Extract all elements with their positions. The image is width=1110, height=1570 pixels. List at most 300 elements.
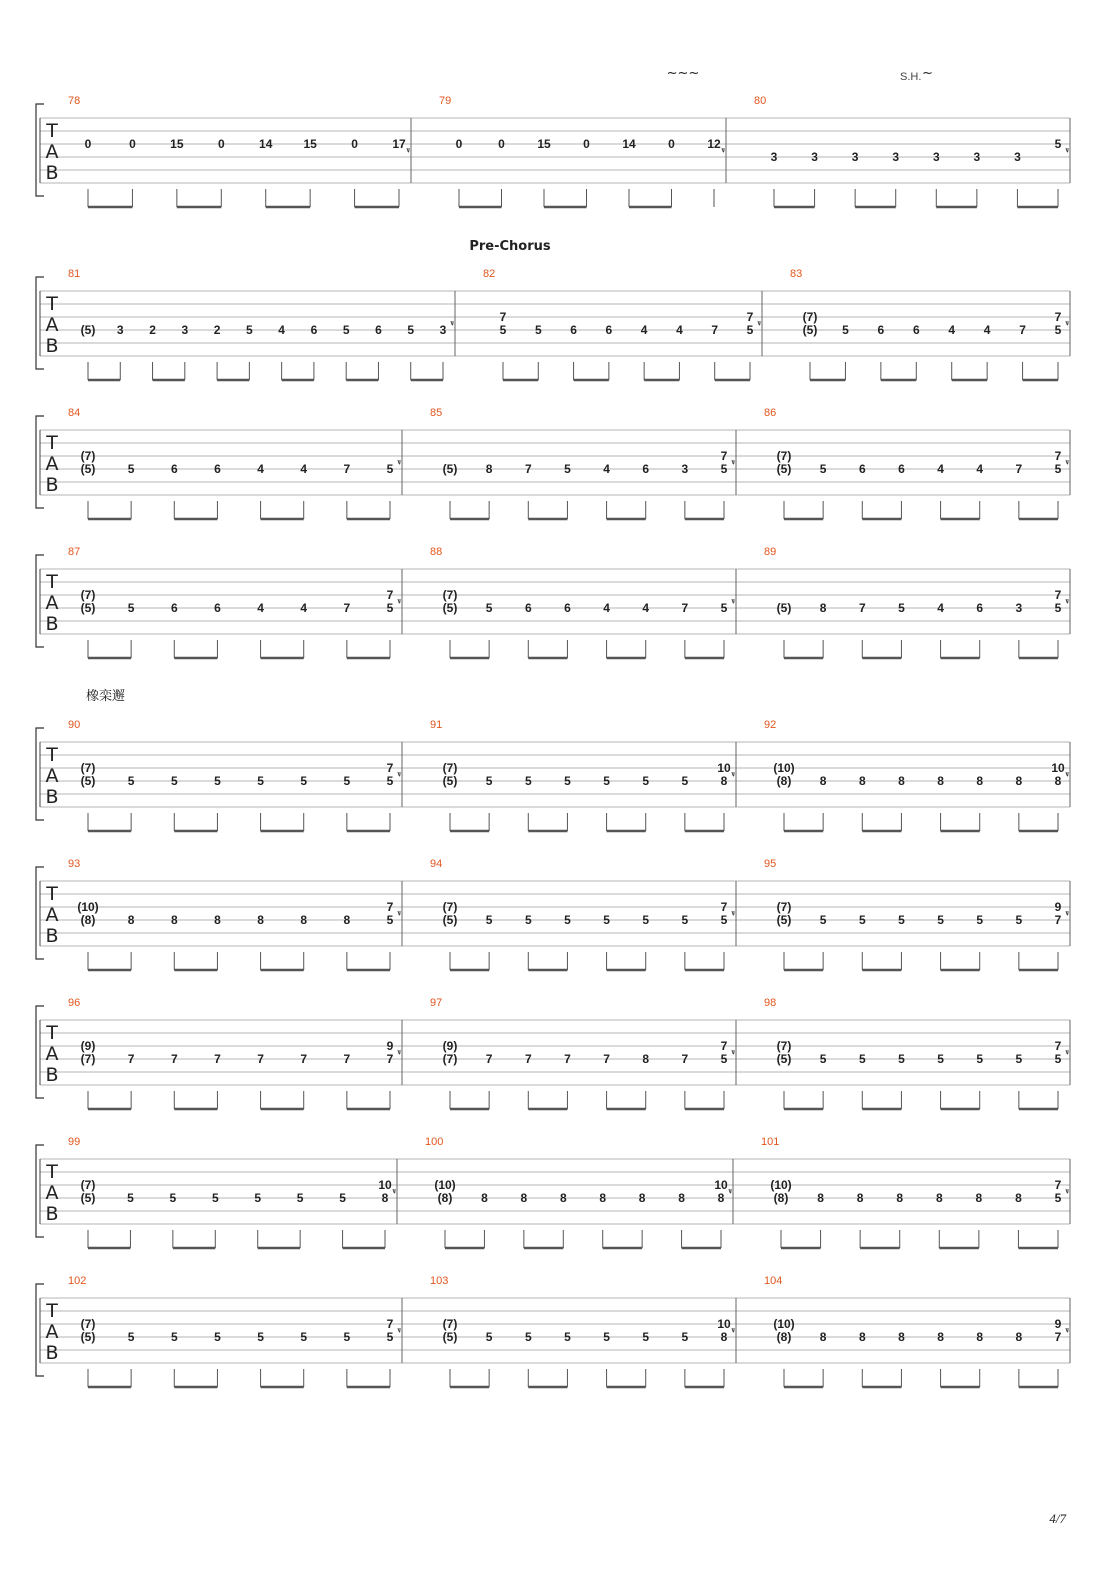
fret-number: 7 — [386, 900, 394, 914]
fret-number: (5) — [80, 323, 96, 337]
fret-number: (5) — [80, 774, 96, 788]
measure-number: 98 — [764, 997, 777, 1009]
tab-clef-letter: B — [45, 1203, 59, 1225]
fret-number: 8 — [1015, 774, 1023, 788]
fret-number: 7 — [127, 1052, 135, 1066]
tab-clef-letter: A — [45, 1182, 59, 1204]
fret-number: (5) — [80, 1330, 96, 1344]
fret-number: 3 — [851, 150, 859, 164]
fret-number: 8 — [858, 1330, 866, 1344]
fret-number: 5 — [564, 913, 571, 927]
fret-number: (7) — [442, 1052, 458, 1066]
page-number: 4/7 — [1049, 1511, 1066, 1526]
fret-number: 7 — [485, 1052, 493, 1066]
fret-number: 5 — [485, 601, 493, 615]
fret-number: (7) — [80, 449, 96, 463]
fret-number: 5 — [720, 601, 728, 615]
fret-number: (7) — [776, 1039, 792, 1053]
tab-clef-letter: B — [45, 613, 59, 635]
tie-arc — [732, 1050, 734, 1054]
fret-number: (9) — [442, 1039, 458, 1053]
measure-number: 90 — [68, 719, 81, 731]
tie-arc — [398, 1328, 400, 1332]
fret-number: 8 — [717, 1191, 725, 1205]
fret-number: (7) — [442, 1317, 458, 1331]
fret-number: (5) — [442, 913, 458, 927]
fret-number: 5 — [386, 601, 394, 615]
fret-number: 5 — [681, 913, 689, 927]
fret-number: 7 — [1019, 323, 1026, 337]
tab-clef-letter: A — [45, 1321, 59, 1343]
fret-number: 8 — [937, 1330, 944, 1344]
fret-number: 0 — [455, 137, 463, 151]
fret-number: 8 — [935, 1191, 943, 1205]
tie-arc — [732, 772, 734, 776]
fret-number: 5 — [386, 913, 394, 927]
tie-arc — [729, 1189, 731, 1193]
fret-number: 8 — [720, 1330, 728, 1344]
fret-number: 5 — [257, 1330, 264, 1344]
fret-number: 6 — [564, 601, 571, 615]
fret-number: (7) — [80, 1317, 96, 1331]
fret-number: 8 — [599, 1191, 607, 1205]
fret-number: 5 — [300, 1330, 308, 1344]
fret-number: 0 — [84, 137, 92, 151]
fret-number: 5 — [127, 1330, 135, 1344]
tab-clef-letter: T — [46, 744, 58, 766]
fret-number: 5 — [169, 1191, 177, 1205]
fret-number: (5) — [802, 323, 818, 337]
fret-number: 5 — [681, 774, 689, 788]
tab-system — [36, 268, 1070, 380]
fret-number: (8) — [773, 1191, 789, 1205]
tie-arc — [1066, 599, 1068, 603]
fret-number: (10) — [773, 1317, 795, 1331]
fret-number: 5 — [257, 774, 264, 788]
fret-number: 8 — [819, 1330, 827, 1344]
fret-number: 5 — [898, 601, 905, 615]
measure-number: 78 — [68, 95, 81, 107]
fret-number: 5 — [499, 323, 507, 337]
tie-arc — [407, 148, 409, 152]
fret-number: 7 — [603, 1052, 610, 1066]
fret-number: (7) — [80, 588, 96, 602]
fret-number: 6 — [310, 323, 318, 337]
tab-system — [36, 95, 1070, 207]
fret-number: 3 — [1015, 601, 1023, 615]
tie-arc — [722, 148, 724, 152]
fret-number: 8 — [896, 1191, 904, 1205]
fret-number: 8 — [976, 1330, 984, 1344]
tab-clef-letter: B — [45, 1064, 59, 1086]
fret-number: 4 — [937, 601, 944, 615]
fret-number: (8) — [776, 774, 792, 788]
fret-number: 4 — [642, 601, 650, 615]
fret-number: 4 — [983, 323, 991, 337]
fret-number: 5 — [681, 1330, 689, 1344]
fret-number: 5 — [1015, 1052, 1023, 1066]
fret-number: 4 — [278, 323, 285, 337]
fret-number: 4 — [640, 323, 648, 337]
fret-number: 7 — [1054, 1330, 1062, 1344]
fret-number: 0 — [668, 137, 675, 151]
tie-arc — [732, 1328, 734, 1332]
fret-number: 5 — [819, 462, 827, 476]
fret-number: (10) — [434, 1178, 456, 1192]
fret-number: 8 — [819, 601, 827, 615]
measure-number: 101 — [761, 1136, 780, 1148]
tab-system — [36, 997, 1070, 1109]
tie-arc — [398, 1050, 400, 1054]
fret-number: 5 — [720, 1052, 728, 1066]
measure-number: 79 — [439, 95, 452, 107]
fret-number: (8) — [437, 1191, 453, 1205]
fret-number: 4 — [300, 462, 308, 476]
fret-number: (7) — [442, 761, 458, 775]
fret-number: 5 — [564, 462, 571, 476]
fret-number: 2 — [213, 323, 221, 337]
tab-clef-letter: T — [46, 571, 58, 593]
fret-number: 5 — [170, 1330, 178, 1344]
tab-clef-letter: A — [45, 314, 59, 336]
fret-number: 7 — [524, 1052, 532, 1066]
sh-annotation: S.H. — [900, 71, 922, 83]
fret-number: (9) — [80, 1039, 96, 1053]
tab-clef-letter: B — [45, 925, 59, 947]
fret-number: 7 — [343, 601, 351, 615]
fret-number: 8 — [720, 774, 728, 788]
fret-number: 7 — [300, 1052, 308, 1066]
section-label: 橡栾邂 — [86, 689, 126, 704]
fret-number: 5 — [564, 774, 571, 788]
fret-number: 17 — [392, 137, 406, 151]
fret-number: 0 — [351, 137, 358, 151]
fret-number: 7 — [1054, 1178, 1062, 1192]
tie-arc — [1066, 911, 1068, 915]
fret-number: 3 — [892, 150, 900, 164]
fret-number: 3 — [439, 323, 447, 337]
fret-number: 5 — [819, 1052, 827, 1066]
fret-number: 4 — [257, 462, 264, 476]
fret-number: 5 — [485, 774, 493, 788]
fret-number: 8 — [381, 1191, 389, 1205]
fret-number: 7 — [499, 310, 507, 324]
fret-number: 3 — [681, 462, 689, 476]
fret-number: 5 — [127, 1191, 134, 1205]
fret-number: 7 — [711, 323, 719, 337]
fret-number: 10 — [1051, 761, 1065, 775]
tab-clef-letter: T — [46, 883, 58, 905]
fret-number: 15 — [170, 137, 184, 151]
measure-number: 100 — [425, 1136, 444, 1148]
fret-number: 5 — [642, 774, 650, 788]
fret-number: 5 — [937, 913, 944, 927]
fret-number: 5 — [603, 913, 610, 927]
fret-number: 10 — [714, 1178, 728, 1192]
fret-number: 7 — [1054, 913, 1062, 927]
fret-number: (5) — [776, 913, 792, 927]
fret-number: 3 — [116, 323, 124, 337]
measure-number: 103 — [430, 1275, 449, 1287]
tie-arc — [398, 772, 400, 776]
measure-number: 94 — [430, 858, 443, 870]
fret-number: 8 — [898, 1330, 905, 1344]
measure-number: 93 — [68, 858, 81, 870]
tab-clef-letter: T — [46, 432, 58, 454]
tab-clef-letter: B — [45, 474, 59, 496]
fret-number: (10) — [773, 761, 795, 775]
fret-number: (7) — [442, 900, 458, 914]
tie-arc — [1066, 460, 1068, 464]
tie-arc — [732, 460, 734, 464]
fret-number: 6 — [976, 601, 984, 615]
fret-number: 0 — [583, 137, 590, 151]
fret-number: 5 — [246, 323, 253, 337]
fret-number: 6 — [214, 601, 221, 615]
fret-number: 7 — [1054, 310, 1062, 324]
tie-arc — [1066, 1328, 1068, 1332]
tie-arc — [398, 460, 400, 464]
fret-number: 7 — [524, 462, 532, 476]
fret-number: 5 — [386, 774, 394, 788]
fret-number: 8 — [856, 1191, 864, 1205]
fret-number: (7) — [80, 1178, 96, 1192]
fret-number: 5 — [937, 1052, 944, 1066]
fret-number: 7 — [257, 1052, 264, 1066]
fret-number: 5 — [127, 601, 135, 615]
fret-number: 7 — [386, 1052, 394, 1066]
fret-number: 6 — [170, 462, 178, 476]
tie-arc — [1066, 321, 1068, 325]
tab-clef-letter: A — [45, 1043, 59, 1065]
fret-number: 7 — [681, 1052, 689, 1066]
tab-clef-letter: A — [45, 904, 59, 926]
fret-number: 5 — [976, 1052, 984, 1066]
fret-number: 5 — [254, 1191, 262, 1205]
fret-number: 8 — [214, 913, 221, 927]
fret-number: 5 — [720, 913, 728, 927]
fret-number: 12 — [707, 137, 721, 151]
fret-number: (5) — [442, 462, 458, 476]
fret-number: (7) — [80, 761, 96, 775]
sh-wave-mark: ~ — [922, 66, 933, 81]
fret-number: 6 — [170, 601, 178, 615]
tie-arc — [451, 321, 453, 325]
fret-number: 4 — [676, 323, 683, 337]
tab-system — [36, 858, 1070, 970]
fret-number: 5 — [127, 774, 135, 788]
fret-number: 6 — [642, 462, 650, 476]
tab-clef-letter: B — [45, 786, 59, 808]
fret-number: 5 — [386, 1330, 394, 1344]
tab-system — [36, 1136, 1070, 1248]
fret-number: 7 — [720, 449, 728, 463]
fret-number: (5) — [442, 601, 458, 615]
fret-number: 5 — [534, 323, 542, 337]
fret-number: 8 — [638, 1191, 646, 1205]
tab-clef-letter: A — [45, 592, 59, 614]
fret-number: 5 — [603, 774, 610, 788]
fret-number: 8 — [642, 1052, 650, 1066]
fret-number: 7 — [1054, 449, 1062, 463]
fret-number: 8 — [1015, 1191, 1022, 1205]
fret-number: 5 — [858, 913, 866, 927]
fret-number: (7) — [802, 310, 818, 324]
fret-number: 0 — [129, 137, 136, 151]
fret-number: 8 — [1054, 774, 1062, 788]
fret-number: 3 — [811, 150, 818, 164]
fret-number: 5 — [342, 323, 350, 337]
fret-number: (7) — [776, 900, 792, 914]
fret-number: 15 — [537, 137, 551, 151]
fret-number: 9 — [386, 1039, 394, 1053]
fret-number: (7) — [80, 1052, 96, 1066]
measure-number: 104 — [764, 1275, 783, 1287]
fret-number: 7 — [343, 462, 351, 476]
fret-number: 5 — [1054, 462, 1062, 476]
fret-number: 4 — [603, 462, 610, 476]
fret-number: 7 — [746, 310, 754, 324]
fret-number: (5) — [776, 1052, 792, 1066]
measure-number: 86 — [764, 407, 777, 419]
fret-number: 3 — [181, 323, 189, 337]
fret-number: 14 — [622, 137, 636, 151]
tie-arc — [732, 911, 734, 915]
fret-number: 8 — [257, 913, 264, 927]
tab-system — [36, 407, 1070, 519]
fret-number: 5 — [746, 323, 754, 337]
fret-number: 6 — [375, 323, 382, 337]
fret-number: 6 — [605, 323, 613, 337]
fret-number: 8 — [300, 913, 308, 927]
fret-number: 7 — [386, 588, 394, 602]
fret-number: 8 — [481, 1191, 488, 1205]
fret-number: 5 — [386, 462, 394, 476]
fret-number: 8 — [1015, 1330, 1023, 1344]
fret-number: 5 — [214, 1330, 221, 1344]
fret-number: 10 — [717, 761, 731, 775]
fret-number: (5) — [776, 601, 792, 615]
fret-number: 3 — [1014, 150, 1021, 164]
fret-number: (5) — [442, 774, 458, 788]
fret-number: 7 — [681, 601, 689, 615]
measure-number: 80 — [754, 95, 767, 107]
fret-number: 8 — [819, 774, 827, 788]
tie-arc — [732, 599, 734, 603]
fret-number: 5 — [642, 913, 650, 927]
fret-number: 4 — [603, 601, 610, 615]
fret-number: (8) — [776, 1330, 792, 1344]
tie-arc — [398, 599, 400, 603]
measure-number: 92 — [764, 719, 777, 731]
fret-number: 6 — [877, 323, 885, 337]
fret-number: (7) — [442, 588, 458, 602]
fret-number: 6 — [524, 601, 532, 615]
fret-number: 3 — [973, 150, 981, 164]
fret-number: 5 — [127, 462, 135, 476]
fret-number: 8 — [343, 913, 351, 927]
tab-clef-letter: A — [45, 765, 59, 787]
fret-number: 15 — [303, 137, 317, 151]
fret-number: (10) — [770, 1178, 792, 1192]
fret-number: 8 — [898, 774, 905, 788]
fret-number: 5 — [642, 1330, 650, 1344]
fret-number: 5 — [170, 774, 178, 788]
fret-number: 5 — [858, 1052, 866, 1066]
fret-number: 5 — [296, 1191, 304, 1205]
measure-number: 97 — [430, 997, 443, 1009]
fret-number: 8 — [975, 1191, 983, 1205]
fret-number: 4 — [257, 601, 264, 615]
fret-number: 5 — [1054, 323, 1062, 337]
fret-number: 4 — [976, 462, 984, 476]
fret-number: 5 — [976, 913, 984, 927]
fret-number: 5 — [564, 1330, 571, 1344]
fret-number: 5 — [407, 323, 415, 337]
measure-number: 95 — [764, 858, 777, 870]
fret-number: 5 — [339, 1191, 346, 1205]
fret-number: 7 — [343, 1052, 351, 1066]
fret-number: 7 — [858, 601, 866, 615]
measure-number: 83 — [790, 268, 803, 280]
fret-number: 14 — [259, 137, 273, 151]
tie-arc — [1066, 1050, 1068, 1054]
fret-number: (8) — [80, 913, 96, 927]
tie-arc — [398, 911, 400, 915]
fret-number: 5 — [819, 913, 827, 927]
tie-arc — [1066, 1189, 1068, 1193]
fret-number: 8 — [858, 774, 866, 788]
tab-clef-letter: A — [45, 453, 59, 475]
fret-number: 8 — [127, 913, 135, 927]
fret-number: 8 — [170, 913, 178, 927]
fret-number: 10 — [378, 1178, 392, 1192]
fret-number: 5 — [214, 774, 221, 788]
tab-clef-letter: T — [46, 293, 58, 315]
fret-number: (5) — [80, 601, 96, 615]
fret-number: 7 — [720, 900, 728, 914]
fret-number: 4 — [937, 462, 944, 476]
tab-clef-letter: B — [45, 162, 59, 184]
tab-clef-letter: T — [46, 120, 58, 142]
measure-number: 81 — [68, 268, 81, 280]
fret-number: 7 — [1015, 462, 1023, 476]
measure-number: 102 — [68, 1275, 87, 1287]
fret-number: (10) — [77, 900, 99, 914]
fret-number: 7 — [1054, 1039, 1062, 1053]
fret-number: 7 — [1054, 588, 1062, 602]
fret-number: 10 — [717, 1317, 731, 1331]
fret-number: 8 — [559, 1191, 567, 1205]
fret-number: 5 — [1054, 601, 1062, 615]
tie-arc — [1066, 772, 1068, 776]
fret-number: 7 — [214, 1052, 221, 1066]
fret-number: 5 — [211, 1191, 219, 1205]
fret-number: 5 — [1054, 1191, 1062, 1205]
measure-number: 91 — [430, 719, 443, 731]
fret-number: 8 — [485, 462, 493, 476]
measure-number: 88 — [430, 546, 443, 558]
fret-number: 6 — [858, 462, 866, 476]
fret-number: (7) — [776, 449, 792, 463]
tab-system — [36, 546, 1070, 658]
fret-number: 3 — [932, 150, 940, 164]
fret-number: 9 — [1054, 900, 1062, 914]
fret-number: 5 — [720, 462, 728, 476]
measure-number: 87 — [68, 546, 81, 558]
measure-number: 89 — [764, 546, 777, 558]
tab-clef-letter: B — [45, 1342, 59, 1364]
